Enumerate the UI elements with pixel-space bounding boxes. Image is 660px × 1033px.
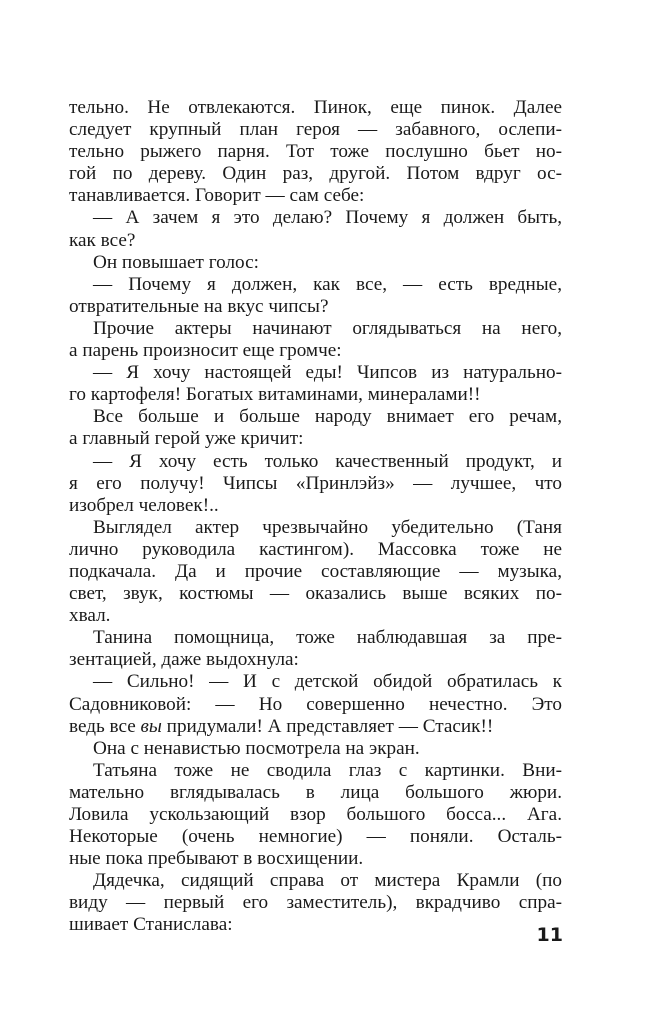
text-line: Татьяна тоже не сводила глаз с картинки. Вни- [93,759,562,781]
text-line: тельно. Не отвлекаются. Пинок, еще пинок. Далее [69,97,562,118]
emphasis-text: вы [140,715,162,737]
text-line: виду — первый его заместитель), вкрадчиво спра- [69,892,562,914]
text-line [69,716,562,738]
text-line: го картофеля! Богатых витаминами, минералами!! [69,384,481,406]
text-line: Танина помощница, тоже наблюдавшая за пре- [93,627,562,649]
text-line: Все больше и больше народу внимает его речам, [93,406,562,428]
text-fragment: придумали! А представляет — Стасик!! [161,715,494,737]
text-line: Садовниковой: — Но совершенно нечестно. Это [69,693,562,715]
text-line: изобрел человек!.. [69,494,219,516]
text-line: зентацией, даже выдохнула: [69,649,299,671]
text-line: — Я хочу настоящей еды! Чипсов из натурально- [93,362,562,384]
text-line: Дядечка, сидящий справа от мистера Крамли (по [93,870,562,892]
text-line: ные пока пребывают в восхищении. [69,848,364,870]
text-fragment: ведь все [69,715,141,737]
text-line: Прочие актеры начинают оглядываться на него, [93,317,562,339]
text-line: — А зачем я это делаю? Почему я должен быть, [93,207,562,229]
text-line: а парень произносит еще громче: [69,340,342,362]
text-line: тельно рыжего парня. Тот тоже послушно бьет но- [69,141,562,163]
text-line: гой по дереву. Один раз, другой. Потом вдруг ос- [69,163,562,185]
text-line: Выглядел актер чрезвычайно убедительно (Таня [93,516,562,538]
text-line: мательно вглядывалась в лица большого жюри. [69,781,562,803]
text-line: танавливается. Говорит — сам себе: [69,185,365,207]
text-line: а главный герой уже кричит: [69,428,304,450]
text-line: я его получу! Чипсы «Принлэйз» — лучшее, что [69,472,562,494]
text-line: следует крупный план героя — забавного, ослепи- [69,119,562,141]
text-line: Некоторые (очень немногие) — поняли. Осталь- [69,826,562,848]
text-line: шивает Станислава: [69,914,233,936]
text-line: свет, звук, костюмы — оказались выше всяких по- [69,583,562,605]
page-number: 11 [536,924,563,946]
text-line: — Я хочу есть только качественный продукт, и [93,450,562,472]
body-text [69,97,562,937]
text-line: хвал. [69,605,111,627]
text-line: — Сильно! — И с детской обидой обратилась к [93,671,562,693]
text-line: лично руководила кастингом). Массовка тоже не [69,538,562,560]
text-line: как все? [69,229,136,251]
text-line: отвратительные на вкус чипсы? [69,295,329,317]
text-line: — Почему я должен, как все, — есть вредные, [93,273,562,295]
text-line: Он повышает голос: [93,251,259,273]
text-line: Она с ненавистью посмотрела на экран. [93,737,420,759]
text-line: Ловила ускользающий взор большого босса... Ага. [69,804,562,825]
text-line: подкачала. Да и прочие составляющие — музыка, [69,560,562,582]
